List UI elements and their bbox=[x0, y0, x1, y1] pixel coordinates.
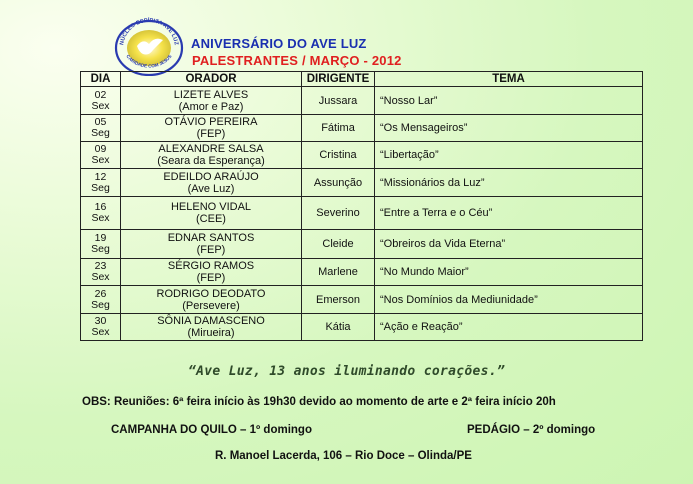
weekday: Seg bbox=[91, 298, 110, 311]
page-title: ANIVERSÁRIO DO AVE LUZ bbox=[191, 36, 367, 51]
table-row bbox=[81, 87, 643, 115]
weekday: Seg bbox=[91, 127, 110, 139]
orador-cell bbox=[121, 169, 302, 197]
table-header-row bbox=[81, 72, 643, 87]
day-number: 12 bbox=[94, 170, 107, 183]
dirigente-cell: Fátima bbox=[302, 115, 375, 142]
table-row bbox=[81, 259, 643, 286]
dirigente-cell: Cleide bbox=[302, 230, 375, 259]
orador-cell bbox=[121, 259, 302, 286]
tema-cell: “Obreiros da Vida Eterna” bbox=[375, 230, 643, 259]
orador-org: (FEP) bbox=[196, 244, 226, 256]
tema-cell: “Ação e Reação” bbox=[375, 314, 643, 341]
weekday: Sex bbox=[91, 154, 110, 166]
orador-name: SÉRGIO RAMOS bbox=[167, 260, 255, 272]
day-number: 26 bbox=[94, 287, 107, 300]
orador-name: LIZETE ALVES bbox=[173, 88, 249, 101]
orador-name: HELENO VIDAL bbox=[170, 201, 252, 213]
orador-cell bbox=[121, 115, 302, 142]
page-subtitle: PALESTRANTES / MARÇO - 2012 bbox=[192, 53, 402, 68]
table-row bbox=[81, 197, 643, 230]
day-cell bbox=[81, 230, 121, 259]
orador-name: EDNAR SANTOS bbox=[167, 232, 255, 244]
day-cell bbox=[81, 314, 121, 341]
orador-name: OTÁVIO PEREIRA bbox=[164, 116, 258, 128]
day-number: 16 bbox=[94, 201, 107, 213]
table-row bbox=[81, 286, 643, 314]
tema-cell: “No Mundo Maior” bbox=[375, 259, 643, 286]
orador-cell bbox=[121, 142, 302, 169]
dirigente-cell: Marlene bbox=[302, 259, 375, 286]
day-cell bbox=[81, 286, 121, 314]
orador-cell bbox=[121, 286, 302, 314]
orador-name: ALEXANDRE SALSA bbox=[158, 143, 264, 155]
day-number: 02 bbox=[94, 88, 107, 101]
day-number: 30 bbox=[94, 315, 107, 327]
day-cell bbox=[81, 87, 121, 115]
header-dia: DIA bbox=[81, 72, 121, 87]
schedule-table bbox=[80, 71, 643, 341]
table-row bbox=[81, 115, 643, 142]
day-cell bbox=[81, 259, 121, 286]
orador-org: (Seara da Esperança) bbox=[157, 155, 265, 167]
header-dirigente: DIRIGENTE bbox=[302, 72, 375, 87]
day-cell bbox=[81, 169, 121, 197]
tema-cell: “Os Mensageiros” bbox=[375, 115, 643, 142]
slogan: “Ave Luz, 13 anos iluminando corações.” bbox=[188, 364, 505, 379]
orador-org: (Ave Luz) bbox=[187, 182, 235, 195]
dirigente-cell: Kátia bbox=[302, 314, 375, 341]
day-cell bbox=[81, 115, 121, 142]
ave-luz-logo bbox=[113, 14, 185, 76]
table-row bbox=[81, 142, 643, 169]
weekday: Sex bbox=[91, 326, 110, 338]
tema-cell: “Missionários da Luz” bbox=[375, 169, 643, 197]
orador-org: (FEP) bbox=[196, 128, 226, 140]
table-row bbox=[81, 314, 643, 341]
logo-top-text: NÚCLEO ESPÍRITA AVE LUZ bbox=[119, 17, 179, 46]
header-tema: TEMA bbox=[375, 72, 643, 87]
orador-org: (FEP) bbox=[196, 272, 226, 284]
day-number: 09 bbox=[94, 143, 107, 155]
orador-cell bbox=[121, 197, 302, 230]
weekday: Sex bbox=[91, 99, 110, 112]
day-number: 05 bbox=[94, 116, 107, 128]
dirigente-cell: Assunção bbox=[302, 169, 375, 197]
orador-cell bbox=[121, 87, 302, 115]
table-row bbox=[81, 169, 643, 197]
dirigente-cell: Emerson bbox=[302, 286, 375, 314]
obs-note: OBS: Reuniões: 6ª feira início às 19h30 devido ao momento de arte e 2ª feira início 20h bbox=[82, 396, 556, 408]
day-number: 19 bbox=[94, 232, 107, 244]
weekday: Seg bbox=[91, 181, 110, 194]
pedagio-note: PEDÁGIO – 2º domingo bbox=[467, 424, 596, 436]
header-orador: ORADOR bbox=[121, 72, 302, 87]
campanha-note: CAMPANHA DO QUILO – 1º domingo bbox=[111, 424, 312, 436]
weekday: Seg bbox=[91, 243, 110, 255]
orador-name: EDEILDO ARAÚJO bbox=[163, 170, 259, 183]
weekday: Sex bbox=[91, 271, 110, 283]
tema-cell: “Nosso Lar” bbox=[375, 87, 643, 115]
orador-name: RODRIGO DEODATO bbox=[156, 287, 266, 300]
dirigente-cell: Severino bbox=[302, 197, 375, 230]
dirigente-cell: Jussara bbox=[302, 87, 375, 115]
orador-org: (Mirueira) bbox=[187, 327, 235, 339]
orador-cell bbox=[121, 314, 302, 341]
orador-org: (Persevere) bbox=[182, 299, 240, 312]
orador-org: (CEE) bbox=[196, 213, 226, 225]
table-row bbox=[81, 230, 643, 259]
tema-cell: “Entre a Terra e o Céu” bbox=[375, 197, 643, 230]
day-cell bbox=[81, 197, 121, 230]
orador-org: (Amor e Paz) bbox=[178, 100, 244, 113]
logo-bottom-text: CARIDADE COM JESUS bbox=[125, 53, 173, 69]
weekday: Sex bbox=[91, 212, 110, 224]
tema-cell: “Nos Domínios da Mediunidade” bbox=[375, 286, 643, 314]
day-number: 23 bbox=[94, 260, 107, 272]
orador-cell bbox=[121, 230, 302, 259]
dirigente-cell: Cristina bbox=[302, 142, 375, 169]
address: R. Manoel Lacerda, 106 – Rio Doce – Olinda/PE bbox=[215, 450, 472, 462]
orador-name: SÔNIA DAMASCENO bbox=[157, 315, 265, 327]
tema-cell: “Libertação” bbox=[375, 142, 643, 169]
day-cell bbox=[81, 142, 121, 169]
